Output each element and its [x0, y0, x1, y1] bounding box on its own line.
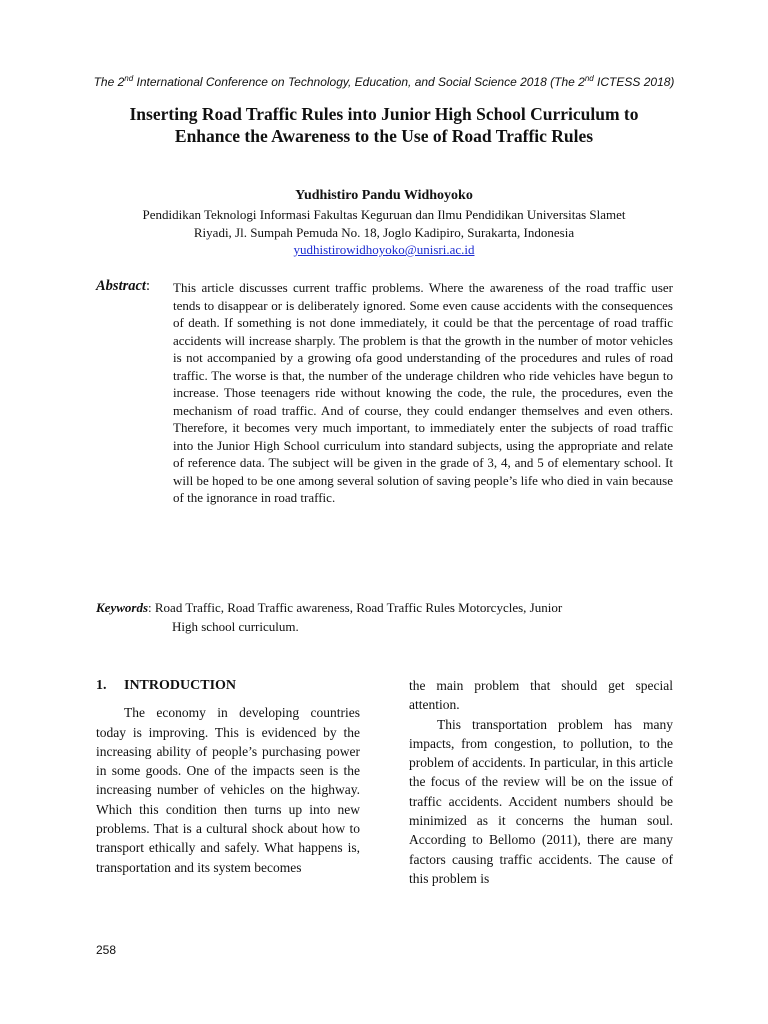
- paper-title-line-1: Inserting Road Traffic Rules into Junior High School Curriculum to: [129, 104, 639, 124]
- keywords-text-line-1: Road Traffic, Road Traffic awareness, Road Traffic Rules Motorcycles, Junior: [151, 600, 563, 615]
- abstract-label-text: Abstract: [96, 278, 146, 294]
- conference-text-mid: International Conference on Technology, Education, and Social Science 2018 (The 2: [133, 75, 585, 89]
- abstract-label: [96, 278, 150, 295]
- intro-paragraph-1-continued: the main problem that should get special attention.: [409, 678, 673, 713]
- abstract-text: This article discusses current traffic problems. Where the awareness of the road traffic user tends to disappear or is deliberately ignored. Some even cause accidents with the consequences of death. If something is not done immediately, it could be that the percentage of road traffic accidents will increase sharply. The problem is that the growth in the number of motor vehicles is not accompanied by a growing ofa good understanding of the procedures and rules of road traffic. The worse is that, the number of the underage children who ride vehicles have begun to increase. Those teenagers ride without knowing the code, the rule, the procedures, even the mechanism of road traffic. And of course, they could endanger themselves and even others. Therefore, it becomes very much important, to immediately enter the subjects of road traffic into the Junior High School curriculum into standard subjects, using the appropriate and relate of reference data. The subject will be given in the grade of 3, 4, and 5 of elementary school. It will be hoped to be one among several solution of saving people’s life who died in vain because of the ignorance in road traffic.: [173, 280, 673, 505]
- intro-paragraph-2: This transportation problem has many impacts, from congestion, to pollution, to the problem of accidents. In particular, in this article the focus of the review will be on the issue of traffic accidents. Accident numbers should be minimized as it concerns the human soul. According to Bellomo (2011), there are many factors causing traffic accidents. The cause of this problem is: [409, 716, 673, 886]
- author-email-link[interactable]: yudhistirowidhoyoko@unisri.ac.id: [293, 242, 475, 257]
- affiliation-line-2: Riyadi, Jl. Sumpah Pemuda No. 18, Joglo Kadipiro, Surakarta, Indonesia: [193, 224, 575, 240]
- affiliation-line-1: Pendidikan Teknologi Informasi Fakultas Keguruan dan Ilmu Pendidikan Universitas Slamet: [142, 207, 626, 222]
- section-heading-text: INTRODUCTION: [124, 678, 237, 693]
- conference-sup-2: nd: [584, 74, 594, 83]
- section-number: 1.: [96, 678, 107, 693]
- conference-sup-1: nd: [124, 74, 134, 83]
- keywords-text-line-2: High school curriculum.: [172, 619, 299, 634]
- author-affiliation: [90, 206, 678, 259]
- keywords-label: Keywords: [96, 600, 148, 615]
- keywords-block: [96, 598, 674, 636]
- section-heading-introduction: [96, 676, 360, 695]
- keywords-colon: :: [148, 600, 152, 615]
- left-column: [96, 676, 360, 877]
- conference-text-post: ICTESS 2018): [593, 75, 675, 89]
- abstract-label-colon: :: [145, 278, 150, 294]
- author-name: Yudhistiro Pandu Widhoyoko: [295, 188, 473, 203]
- paper-title-line-2: Enhance the Awareness to the Use of Road Traffic Rules: [174, 126, 594, 146]
- conference-header: [0, 74, 768, 89]
- intro-paragraph-1: The economy in developing countries today is improving. This is evidenced by the increasing ability of people’s purchasing power in some goods. One of the impacts seen is the increasing number of vehicles on the highway. Which this condition then turns up into new problems. That is a cultural shock about how to transport ethically and safely. What happens is, transportation and its system becomes: [96, 705, 360, 875]
- page-number: 258: [96, 943, 117, 957]
- right-column: [409, 676, 673, 888]
- conference-text-pre: The 2: [93, 75, 125, 89]
- paper-title: [60, 103, 708, 147]
